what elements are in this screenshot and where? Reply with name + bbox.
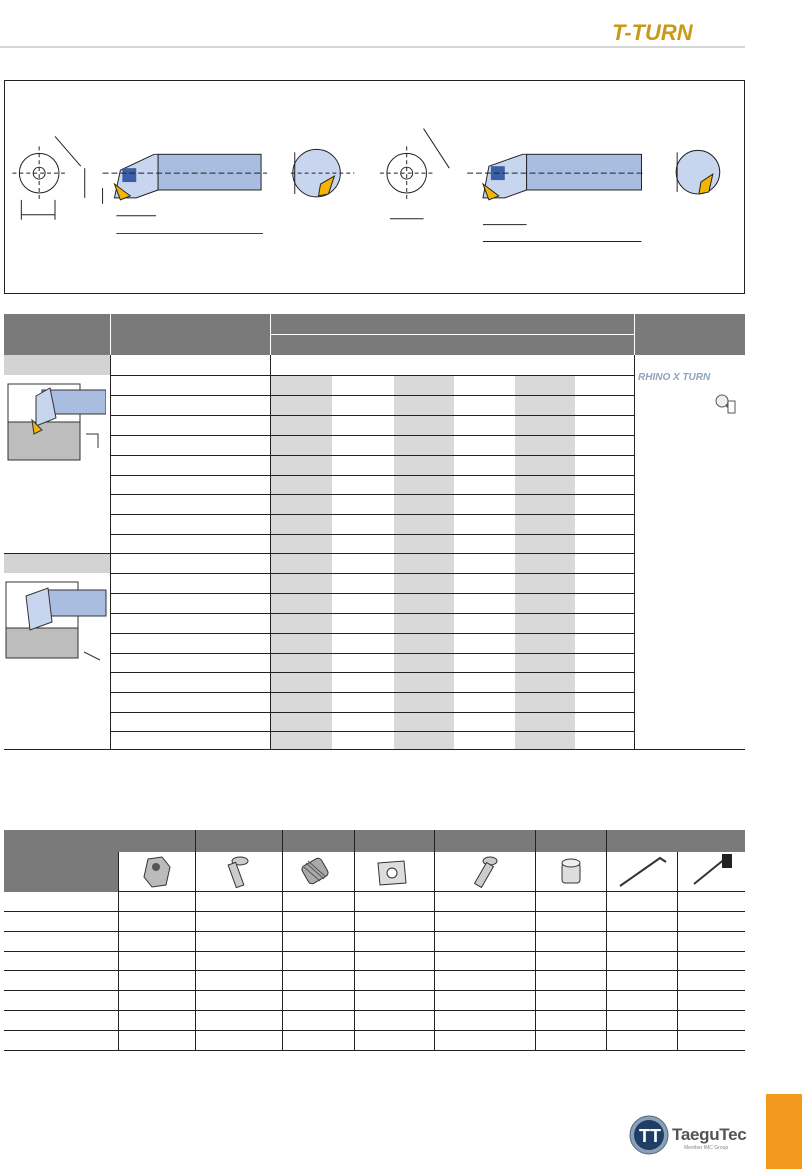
brand-subtitle: Member IMC Group [684, 1145, 729, 1151]
section-1-label [4, 355, 110, 375]
tturn-logo [612, 14, 747, 46]
shim-screw-icon [466, 855, 502, 889]
screw-icon [222, 855, 252, 889]
shim-icon [374, 855, 410, 889]
drawing-svg [5, 81, 744, 293]
svg-text:TT: TT [639, 1126, 661, 1146]
logo-text: T-TURN [612, 20, 693, 45]
end-view-left [12, 136, 80, 219]
header-divider [0, 46, 745, 48]
page-tab [766, 1094, 802, 1169]
rhinoxturn-badge: RHINO X TURN [638, 372, 711, 383]
front-view-right [676, 150, 720, 194]
spring-icon [298, 855, 334, 889]
technical-drawing [4, 80, 745, 294]
side-view-left [85, 154, 267, 233]
boring-illustration-1 [6, 382, 106, 462]
front-view-left [291, 149, 354, 197]
section-2-label [4, 553, 110, 573]
magnifier-icon[interactable] [714, 393, 736, 415]
end-view-right [380, 129, 449, 219]
hex-key-icon [614, 852, 670, 890]
clamp-icon [140, 855, 176, 889]
boring-illustration-2 [4, 580, 108, 666]
nut-icon [556, 855, 586, 889]
brand-name: TaeguTec [672, 1125, 747, 1144]
torx-key-icon [688, 852, 738, 890]
side-view-right [467, 154, 645, 241]
parts-table-header [4, 830, 745, 852]
taegutec-logo [628, 1112, 746, 1160]
